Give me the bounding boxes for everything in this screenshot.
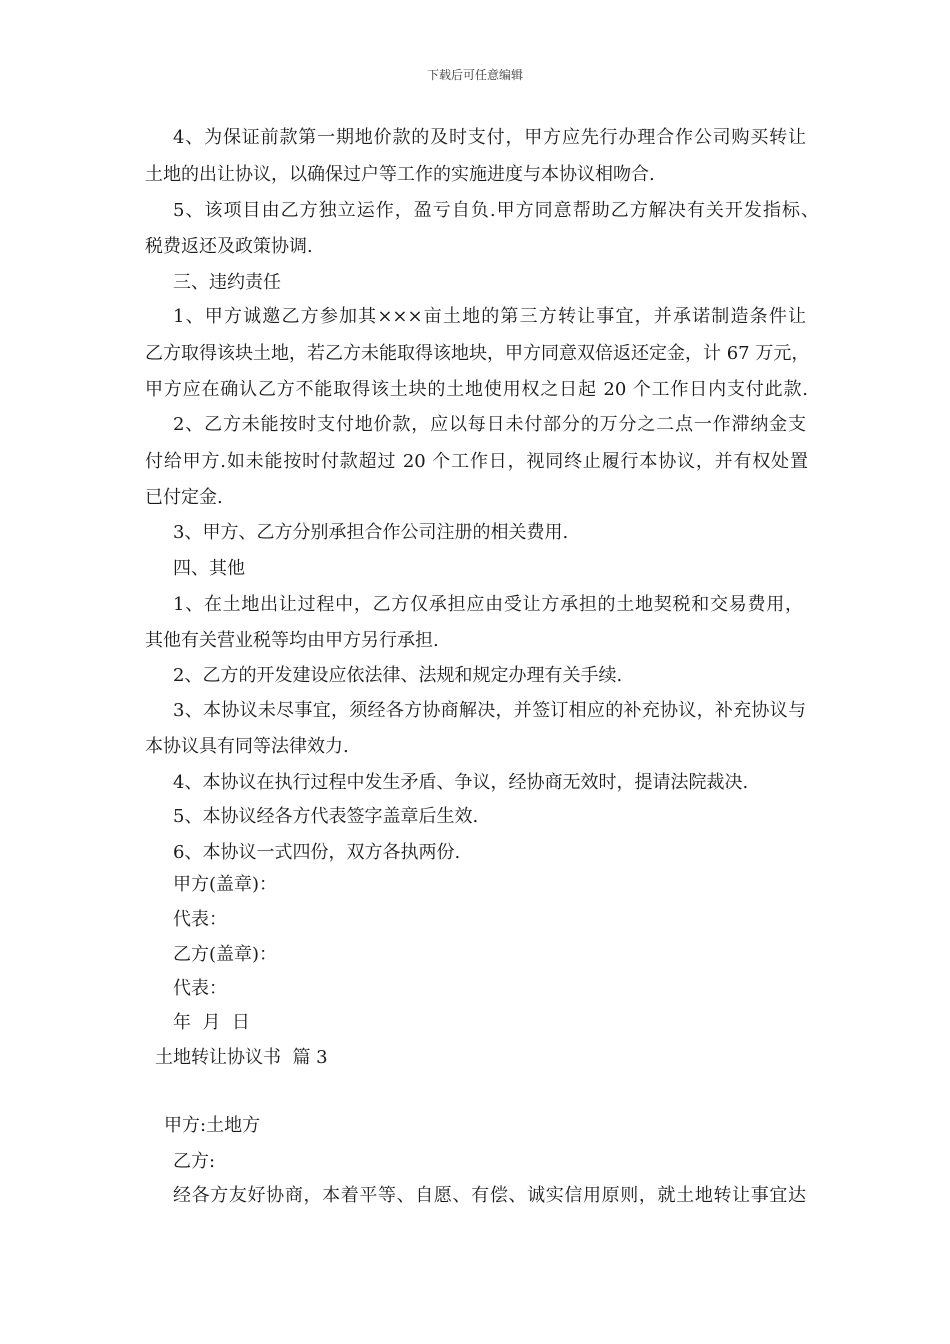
text-line: 土地的出让协议，以确保过户等工作的实施进度与本协议相吻合. <box>145 164 655 185</box>
text-line: 3、本协议未尽事宜，须经各方协商解决，并签订相应的补充协议，补充协议与 <box>173 700 806 721</box>
text-line: 本协议具有同等法律效力. <box>145 736 349 757</box>
text-line: 1、甲方诚邀乙方参加其×××亩土地的第三方转让事宜，并承诺制造条件让 <box>173 306 806 327</box>
text-line: 付给甲方.如未能按时付款超过 20 个工作日，视同终止履行本协议，并有权处置 <box>145 451 808 472</box>
signature-rep-b: 代表： <box>173 978 227 999</box>
party-b-line: 乙方: <box>173 1151 216 1172</box>
party-a-line: 甲方:土地方 <box>164 1115 261 1136</box>
section-title: 土地转让协议书 篇 3 <box>155 1047 328 1068</box>
text-line: 其他有关营业税等均由甲方另行承担. <box>145 630 439 651</box>
text-line: 2、乙方未能按时支付地价款，应以每日未付部分的万分之二点一作滞纳金支 <box>173 414 806 435</box>
text-line: 5、本协议经各方代表签字盖章后生效. <box>173 806 479 827</box>
text-line: 5、该项目由乙方独立运作，盈亏自负.甲方同意帮助乙方解决有关开发指标、 <box>173 200 819 221</box>
section-heading: 三、违约责任 <box>173 272 281 293</box>
text-line: 甲方应在确认乙方不能取得该土块的土地使用权之日起 20 个工作日内支付此款. <box>145 379 808 400</box>
text-line: 3、甲方、乙方分别承担合作公司注册的相关费用. <box>173 522 569 543</box>
text-line: 乙方取得该块土地，若乙方未能取得该地块，甲方同意双倍返还定金，计 67 万元， <box>145 343 810 364</box>
text-line: 2、乙方的开发建设应依法律、法规和规定办理有关手续. <box>173 665 623 686</box>
page-header: 下载后可任意编辑 <box>426 68 523 82</box>
section-heading: 四、其他 <box>173 558 245 579</box>
signature-party-b: 乙方(盖章)： <box>173 944 278 965</box>
text-line: 4、本协议在执行过程中发生矛盾、争议，经协商无效时，提请法院裁决. <box>173 772 749 793</box>
text-line: 6、本协议一式四份，双方各执两份. <box>173 842 461 863</box>
signature-rep-a: 代表： <box>173 909 227 930</box>
text-line: 已付定金. <box>145 487 223 508</box>
text-line: 经各方友好协商，本着平等、自愿、有偿、诚实信用原则，就土地转让事宜达 <box>173 1185 806 1206</box>
text-line: 1、在土地出让过程中，乙方仅承担应由受让方承担的土地契税和交易费用， <box>173 594 803 615</box>
text-line: 税费返还及政策协调. <box>145 236 313 257</box>
signature-party-a: 甲方(盖章)： <box>173 874 278 895</box>
signature-date: 年 月 日 <box>173 1012 250 1033</box>
text-line: 4、为保证前款第一期地价款的及时支付，甲方应先行办理合作公司购买转让 <box>173 127 806 148</box>
